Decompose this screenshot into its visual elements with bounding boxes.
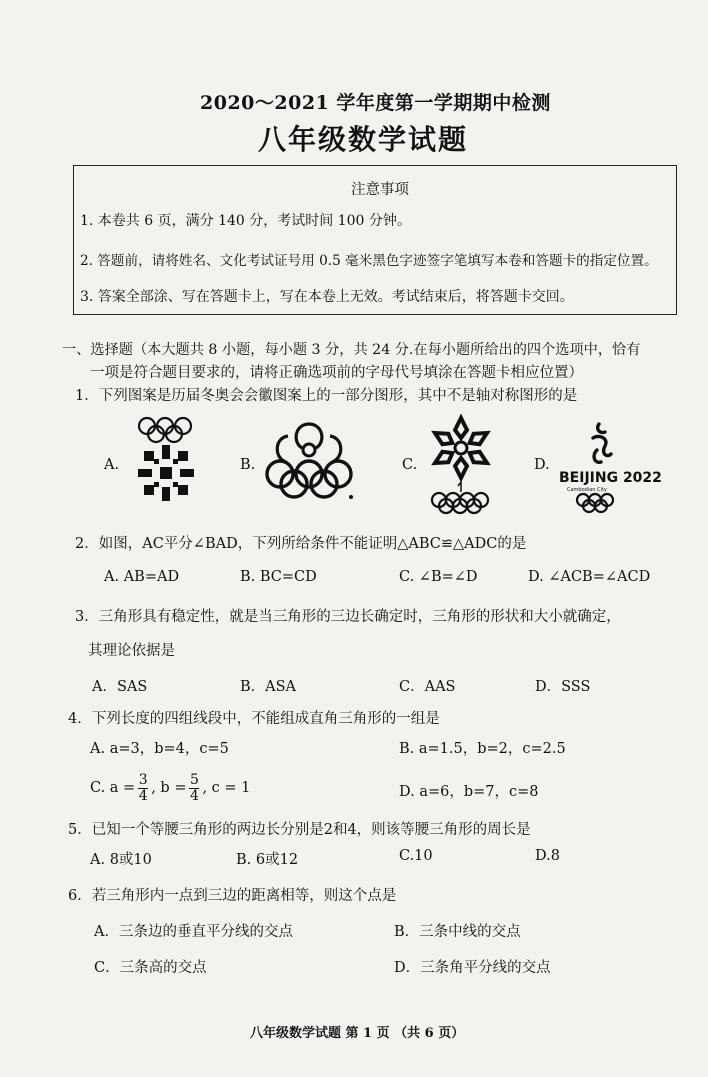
q1-label-c: C. <box>402 457 418 473</box>
q1-label-b: B. <box>240 457 256 473</box>
q2-option-a: A. AB=AD <box>104 569 180 585</box>
q6-option-d: D．三条角平分线的交点 <box>394 960 551 976</box>
q4-fraction-b-den: 4 <box>190 787 199 804</box>
exam-title: 八年级数学试题 <box>258 123 469 156</box>
q6-option-c: C．三条高的交点 <box>94 960 207 976</box>
q2-option-b: B. BC=CD <box>240 569 317 585</box>
q4-option-d: D. a=6，b=7，c=8 <box>399 784 539 800</box>
q3-option-b: B．ASA <box>240 679 297 695</box>
q6-option-b: B．三条中线的交点 <box>394 924 521 940</box>
q5-option-d: D.8 <box>535 848 560 864</box>
notice-item-2: 2. 答题前，请将姓名、文化考试证号用 0.5 毫米黑色字迹签字笔填写本卷和答题卡的指定位置。 <box>80 253 658 269</box>
notice-item-1: 1. 本卷共 6 页，满分 140 分，考试时间 100 分钟。 <box>80 213 411 229</box>
q2-option-c: C. ∠B=∠D <box>399 569 478 585</box>
olympic-logo-c <box>425 410 497 514</box>
q3-option-d: D．SSS <box>535 679 591 695</box>
olympic-logo-a <box>130 415 202 507</box>
q4-fraction-a-den: 4 <box>138 787 148 804</box>
q6-option-a: A．三条边的垂直平分线的交点 <box>94 924 293 940</box>
q1-stem: 1．下列图案是历届冬奥会会徽图案上的一部分图形，其中不是轴对称图形的是 <box>75 388 578 404</box>
notice-item-3: 3. 答案全部涂、写在答题卡上，写在本卷上无效。考试结束后，将答题卡交回。 <box>80 289 574 305</box>
beijing-2022-text: BEIJING 2022 <box>559 470 662 486</box>
q3-stem-2: 其理论依据是 <box>88 643 175 659</box>
q1-label-d: D. <box>534 457 550 473</box>
notice-heading: 注意事项 <box>351 182 409 198</box>
q4-fraction-a <box>138 773 148 804</box>
q4-fraction-b <box>189 773 199 804</box>
beijing-sub-text: Cambodian City <box>567 487 607 493</box>
q5-option-a: A. 8或10 <box>90 852 152 868</box>
q2-stem: 2．如图，AC平分∠BAD，下列所给条件不能证明△ABC≌△ADC的是 <box>75 536 527 552</box>
notice-box <box>73 165 677 315</box>
q4-option-c-prefix: C. a = <box>90 780 136 796</box>
exam-subtitle: 2020～2021 学年度第一学期期中检测 <box>200 92 551 114</box>
q2-option-d: D. ∠ACB=∠ACD <box>528 569 651 585</box>
page-footer: 八年级数学试题 第 1 页 （共 6 页） <box>250 1026 465 1041</box>
q3-option-a: A．SAS <box>92 679 148 695</box>
q4-option-c <box>90 768 250 808</box>
q4-fraction-a-num: 3 <box>138 771 148 788</box>
q5-stem: 5．已知一个等腰三角形的两边长分别是2和4，则该等腰三角形的周长是 <box>68 822 531 838</box>
q6-stem: 6．若三角形内一点到三边的距离相等，则这个点是 <box>68 888 397 904</box>
section1-line1: 一、选择题（本大题共 8 小题，每小题 3 分，共 24 分.在每小题所给出的四个选项中，恰有 <box>62 342 641 358</box>
q4-fraction-b-num: 5 <box>190 771 199 788</box>
q4-option-c-suffix: , c = 1 <box>202 780 251 796</box>
section1-line2: 一项是符合题目要求的，请将正确选项前的字母代号填涂在答题卡相应位置） <box>90 365 583 381</box>
q4-stem: 4．下列长度的四组线段中，不能组成直角三角形的一组是 <box>68 711 440 727</box>
q3-option-c: C．AAS <box>399 679 456 695</box>
q5-option-c: C.10 <box>399 848 433 864</box>
q4-option-c-mid: , b = <box>151 780 187 796</box>
q5-option-b: B. 6或12 <box>236 852 299 868</box>
q4-option-a: A. a=3，b=4，c=5 <box>90 741 229 757</box>
q1-label-a: A. <box>104 457 120 473</box>
q4-option-b: B. a=1.5，b=2，c=2.5 <box>399 741 566 757</box>
q3-stem: 3．三角形具有稳定性，就是当三角形的三边长确定时，三角形的形状和大小就确定， <box>75 609 621 625</box>
olympic-logo-d <box>555 420 662 512</box>
olympic-logo-b <box>262 418 356 500</box>
